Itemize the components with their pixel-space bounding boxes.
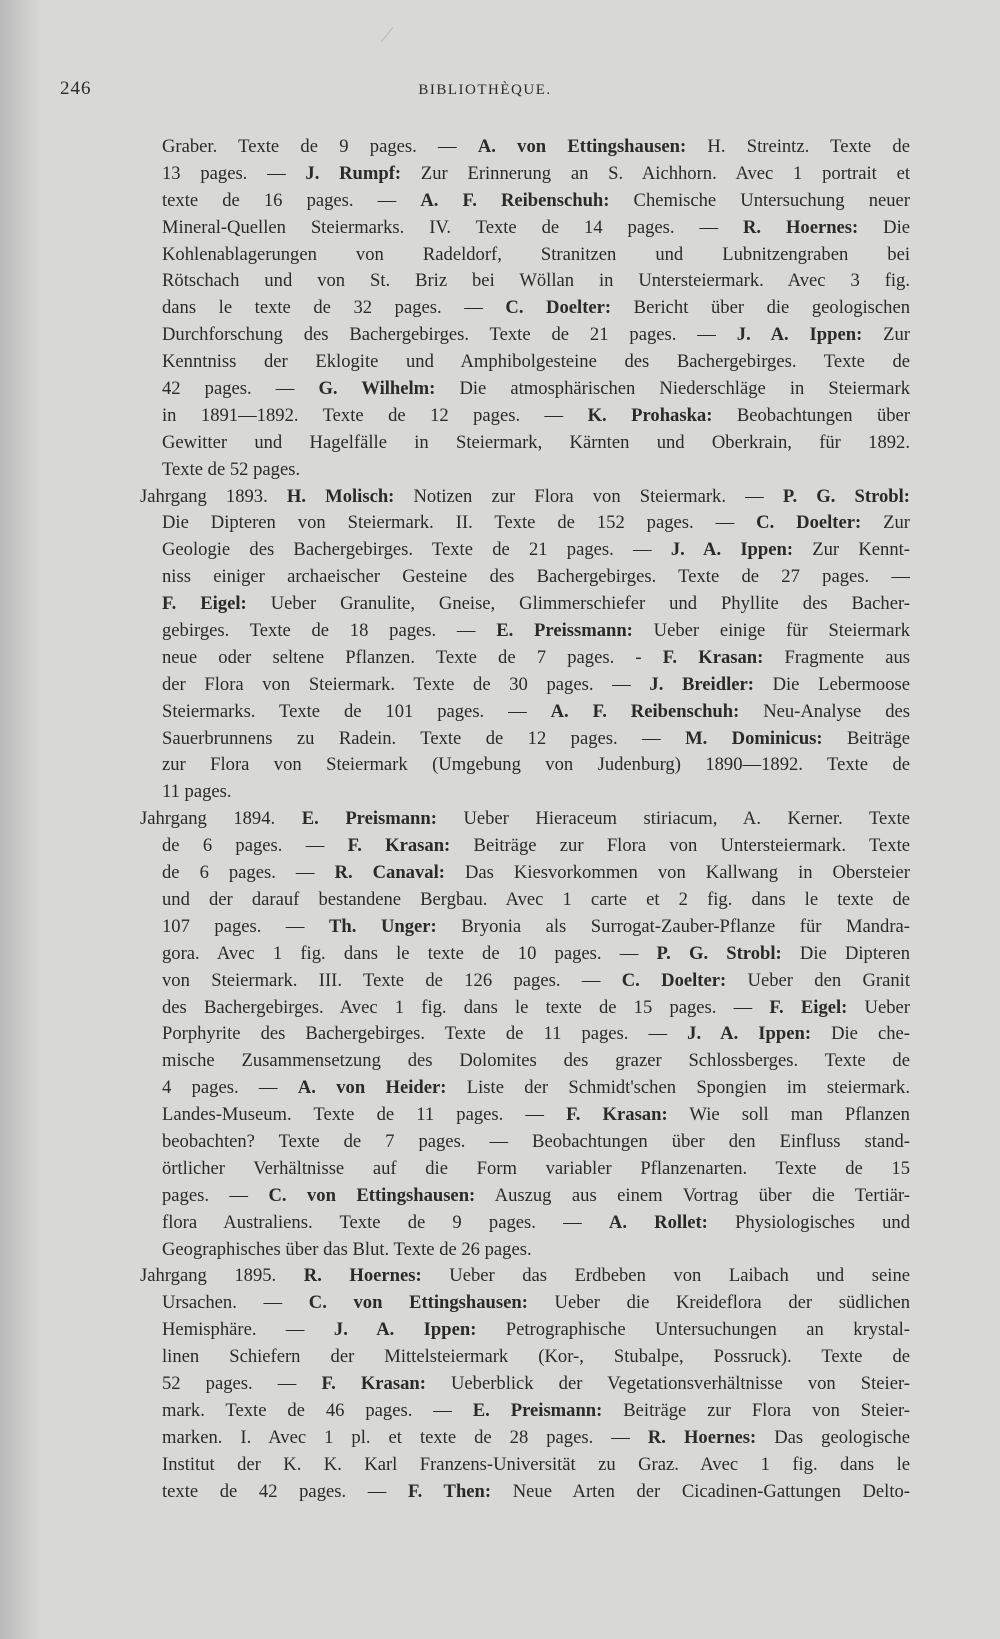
author-name: E. Preismann:: [301, 808, 437, 830]
text-segment: Texte de 52 pages.: [162, 458, 301, 480]
text-segment: 42 pages. —: [162, 378, 319, 400]
text-segment: Ueber: [847, 996, 910, 1018]
text-line: [140, 1263, 910, 1290]
text-segment: Das Kiesvorkommen von Kallwang in Obersteier: [444, 862, 910, 884]
text-segment: Die Lebermoose: [753, 673, 910, 695]
text-line: [140, 242, 910, 269]
author-name: F. Eigel:: [162, 593, 247, 615]
text-segment: Beiträge zur Flora von Steier-: [602, 1399, 910, 1421]
text-segment: Ursachen. —: [162, 1292, 309, 1314]
author-name: C. Doelter:: [505, 297, 612, 319]
text-segment: Fragmente aus: [763, 646, 910, 668]
text-line: [140, 537, 910, 564]
text-segment: und der darauf bestandene Bergbau. Avec 1 carte et 2 fig. dans le texte de: [162, 888, 910, 910]
text-segment: texte de 16 pages. —: [162, 189, 421, 211]
text-line: [140, 188, 910, 215]
text-segment: Geologie des Bachergebirges. Texte de 21 pages. —: [162, 539, 671, 561]
text-line: [140, 860, 910, 887]
text-line: [140, 779, 910, 806]
text-segment: Porphyrite des Bachergebirges. Texte de 11 pages. —: [162, 1023, 688, 1045]
text-segment: Steiermarks. Texte de 101 pages. —: [162, 700, 551, 722]
bibliography-text: [140, 134, 910, 1505]
author-name: C. von Ettingshausen:: [268, 1184, 476, 1206]
text-segment: der Flora von Steiermark. Texte de 30 pages. —: [162, 673, 650, 695]
text-segment: flora Australiens. Texte de 9 pages. —: [162, 1211, 609, 1233]
text-line: [140, 941, 910, 968]
text-line: [140, 1156, 910, 1183]
text-line: [140, 887, 910, 914]
text-segment: Auszug aus einem Vortrag über die Tertiär-: [475, 1184, 910, 1206]
text-line: [140, 1129, 910, 1156]
text-segment: pages. —: [162, 1184, 269, 1206]
text-segment: Zur: [861, 512, 910, 534]
text-segment: Sauerbrunnens zu Radein. Texte de 12 pages. —: [162, 727, 686, 749]
author-name: M. Dominicus:: [685, 727, 823, 749]
text-segment: Kenntniss der Eklogite und Amphibolgesteine des Bachergebirges. Texte de: [162, 351, 910, 373]
text-segment: Bericht über die geologischen: [611, 297, 910, 319]
text-segment: Kohlenablagerungen von Radeldorf, Stranitzen und Lubnitzengraben bei: [162, 243, 910, 265]
text-segment: 107 pages. —: [162, 915, 330, 937]
page-header: [60, 78, 910, 108]
text-line: [140, 376, 910, 403]
text-line: [140, 914, 910, 941]
text-segment: Durchforschung des Bachergebirges. Texte de 21 pages. —: [162, 324, 737, 346]
text-segment: Gewitter und Hagelfälle in Steiermark, Kärnten und Oberkrain, für 1892.: [162, 431, 910, 453]
text-line: [140, 215, 910, 242]
author-name: P. G. Strobl:: [782, 485, 910, 507]
author-name: J. Breidler:: [649, 673, 754, 695]
text-segment: mark. Texte de 46 pages. —: [162, 1399, 473, 1421]
text-segment: H. Streintz. Texte de: [686, 136, 910, 157]
author-name: A. F. Reibenschuh:: [550, 700, 740, 722]
text-line: [140, 1371, 910, 1398]
text-segment: Jahrgang 1895.: [140, 1265, 304, 1287]
text-segment: zur Flora von Steiermark (Umgebung von Judenburg) 1890—1892. Texte de: [162, 754, 910, 776]
author-name: C. von Ettingshausen:: [308, 1292, 528, 1314]
text-line: [140, 430, 910, 457]
author-name: F. Krasan:: [566, 1104, 668, 1126]
text-line: [140, 1237, 910, 1264]
text-line: [140, 322, 910, 349]
author-name: F. Then:: [407, 1480, 492, 1502]
text-segment: 13 pages. —: [162, 162, 306, 184]
text-segment: Ueber die Kreideflora der südlichen: [527, 1292, 910, 1314]
text-segment: Neu-Analyse des: [739, 700, 910, 722]
text-line: [140, 995, 910, 1022]
text-segment: Geographisches über das Blut. Texte de 26 pages.: [162, 1238, 532, 1260]
author-name: J. Rumpf:: [305, 162, 402, 184]
text-line: [140, 752, 910, 779]
text-line: [140, 1075, 910, 1102]
text-segment: Zur Erinnerung an S. Aichhorn. Avec 1 portrait et: [401, 162, 910, 184]
text-line: [140, 1102, 910, 1129]
text-segment: Ueberblick der Vegetationsverhältnisse von Steier-: [425, 1372, 910, 1394]
author-name: R. Hoernes:: [647, 1426, 757, 1448]
text-segment: Ueber das Erdbeben von Laibach und seine: [421, 1265, 910, 1287]
text-segment: Physiologisches und: [707, 1211, 910, 1233]
text-segment: Ueber einige für Steiermark: [632, 620, 910, 642]
text-segment: texte de 42 pages. —: [162, 1480, 408, 1502]
text-segment: beobachten? Texte de 7 pages. — Beobachtungen über den Einfluss stand-: [162, 1130, 910, 1152]
text-line: [140, 457, 910, 484]
text-segment: des Bachergebirges. Avec 1 fig. dans le texte de 15 pages. —: [162, 996, 770, 1018]
author-name: F. Krasan:: [321, 1372, 426, 1394]
text-segment: Jahrgang 1894.: [140, 808, 302, 830]
author-name: H. Molisch:: [286, 485, 395, 507]
text-line: [140, 1425, 910, 1452]
text-line: [140, 833, 910, 860]
text-line: [140, 699, 910, 726]
text-segment: niss einiger archaeischer Gesteine des Bachergebirges. Texte de 27 pages. —: [162, 566, 910, 588]
text-segment: Beiträge: [822, 727, 910, 749]
author-name: C. Doelter:: [621, 969, 727, 991]
text-segment: Beobachtungen über: [712, 404, 910, 426]
text-line: [140, 726, 910, 753]
text-line: [140, 1344, 910, 1371]
author-name: K. Prohaska:: [587, 404, 713, 426]
text-segment: dans le texte de 32 pages. —: [162, 297, 506, 319]
author-name: R. Hoernes:: [303, 1265, 422, 1287]
text-line: [140, 1048, 910, 1075]
author-name: J. A. Ippen:: [333, 1319, 477, 1341]
author-name: F. Krasan:: [347, 835, 451, 857]
text-segment: Petrographische Untersuchungen an krystal-: [476, 1319, 910, 1341]
text-line: [140, 1210, 910, 1237]
pencil-mark: [381, 27, 404, 50]
text-segment: von Steiermark. III. Texte de 126 pages. —: [162, 969, 622, 991]
text-segment: in 1891—1892. Texte de 12 pages. —: [162, 404, 588, 426]
text-line: [140, 1183, 910, 1210]
text-segment: Die atmosphärischen Niederschläge in Steiermark: [435, 378, 910, 400]
text-line: [140, 295, 910, 322]
author-name: J. A. Ippen:: [736, 324, 863, 346]
text-line: [140, 268, 910, 295]
text-segment: mische Zusammensetzung des Dolomites des grazer Schlossberges. Texte de: [162, 1050, 910, 1072]
text-segment: Wie soll man Pflanzen: [667, 1104, 910, 1126]
text-segment: de 6 pages. —: [162, 862, 335, 884]
text-segment: marken. I. Avec 1 pl. et texte de 28 pages. —: [162, 1426, 648, 1448]
author-name: R. Canaval:: [334, 862, 445, 884]
author-name: A. F. Reibenschuh:: [420, 189, 610, 211]
author-name: Th. Unger:: [329, 915, 437, 937]
text-segment: Rötschach und von St. Briz bei Wöllan in Untersteiermark. Avec 3 fig.: [162, 270, 910, 292]
text-line: [140, 806, 910, 833]
text-segment: gebirges. Texte de 18 pages. —: [162, 620, 497, 642]
text-line: [140, 134, 910, 161]
text-segment: Ueber den Granit: [726, 969, 910, 991]
text-segment: örtlicher Verhältnisse auf die Form variabler Pflanzenarten. Texte de 15: [162, 1157, 910, 1179]
text-segment: Chemische Untersuchung neuer: [609, 189, 910, 211]
text-line: [140, 161, 910, 188]
text-segment: Landes-Museum. Texte de 11 pages. —: [162, 1104, 567, 1126]
text-line: [140, 1290, 910, 1317]
author-name: E. Preismann:: [472, 1399, 603, 1421]
text-segment: Ueber Granulite, Gneise, Glimmerschiefer und Phyllite des Bacher-: [246, 593, 910, 615]
author-name: E. Preissmann:: [496, 620, 633, 642]
text-segment: 52 pages. —: [162, 1372, 322, 1394]
text-line: [140, 349, 910, 376]
text-segment: Jahrgang 1893.: [140, 485, 287, 507]
author-name: P. G. Strobl:: [656, 942, 782, 964]
text-line: [140, 484, 910, 511]
author-name: F. Eigel:: [769, 996, 848, 1018]
text-segment: Das geologische: [756, 1426, 910, 1448]
text-line: [140, 591, 910, 618]
text-line: [140, 564, 910, 591]
text-segment: Graber. Texte de 9 pages. —: [162, 136, 478, 157]
text-segment: Beiträge zur Flora von Untersteiermark. Texte: [450, 835, 910, 857]
text-line: [140, 1398, 910, 1425]
text-line: [140, 1479, 910, 1506]
text-segment: 4 pages. —: [162, 1077, 298, 1099]
text-line: [140, 1452, 910, 1479]
text-segment: Zur Kennt-: [793, 539, 910, 561]
author-name: A. Rollet:: [608, 1211, 708, 1233]
page-number: 246: [60, 78, 92, 99]
author-name: J. A. Ippen:: [687, 1023, 812, 1045]
text-segment: gora. Avec 1 fig. dans le texte de 10 pages. —: [162, 942, 657, 964]
text-segment: Notizen zur Flora von Steiermark. —: [394, 485, 783, 507]
author-name: G. Wilhelm:: [318, 378, 436, 400]
author-name: J. A. Ippen:: [670, 539, 794, 561]
text-line: [140, 1317, 910, 1344]
text-segment: Mineral-Quellen Steiermarks. IV. Texte de 14 pages. —: [162, 216, 743, 238]
running-title: BIBLIOTHÈQUE.: [418, 82, 552, 98]
text-line: [140, 403, 910, 430]
text-segment: Die Dipteren: [781, 942, 910, 964]
text-segment: Neue Arten der Cicadinen-Gattungen Delto-: [491, 1480, 910, 1502]
text-line: [140, 645, 910, 672]
author-name: F. Krasan:: [662, 646, 764, 668]
text-segment: 11 pages.: [162, 781, 232, 803]
text-line: [140, 510, 910, 537]
text-segment: Liste der Schmidt'schen Spongien im steiermark.: [446, 1077, 910, 1099]
author-name: R. Hoernes:: [742, 216, 859, 238]
text-segment: Die Dipteren von Steiermark. II. Texte de 152 pages. —: [162, 512, 757, 534]
text-segment: de 6 pages. —: [162, 835, 348, 857]
text-segment: Die: [858, 216, 910, 238]
author-name: A. von Ettingshausen:: [477, 136, 687, 157]
author-name: C. Doelter:: [756, 512, 862, 534]
text-segment: Ueber Hieraceum stiriacum, A. Kerner. Texte: [436, 808, 910, 830]
text-line: [140, 618, 910, 645]
text-segment: Institut der K. K. Karl Franzens-Universität zu Graz. Avec 1 fig. dans le: [162, 1453, 910, 1475]
text-line: [140, 1021, 910, 1048]
text-segment: linen Schiefern der Mittelsteiermark (Kor-, Stubalpe, Possruck). Texte de: [162, 1346, 910, 1368]
text-segment: Zur: [862, 324, 910, 346]
text-line: [140, 672, 910, 699]
text-segment: Bryonia als Surrogat-Zauber-Pflanze für Mandra-: [436, 915, 910, 937]
text-line: [140, 968, 910, 995]
text-segment: neue oder seltene Pflanzen. Texte de 7 pages. -: [162, 646, 663, 668]
author-name: A. von Heider:: [297, 1077, 447, 1099]
text-segment: Hemisphäre. —: [162, 1319, 334, 1341]
text-segment: Die che-: [811, 1023, 910, 1045]
